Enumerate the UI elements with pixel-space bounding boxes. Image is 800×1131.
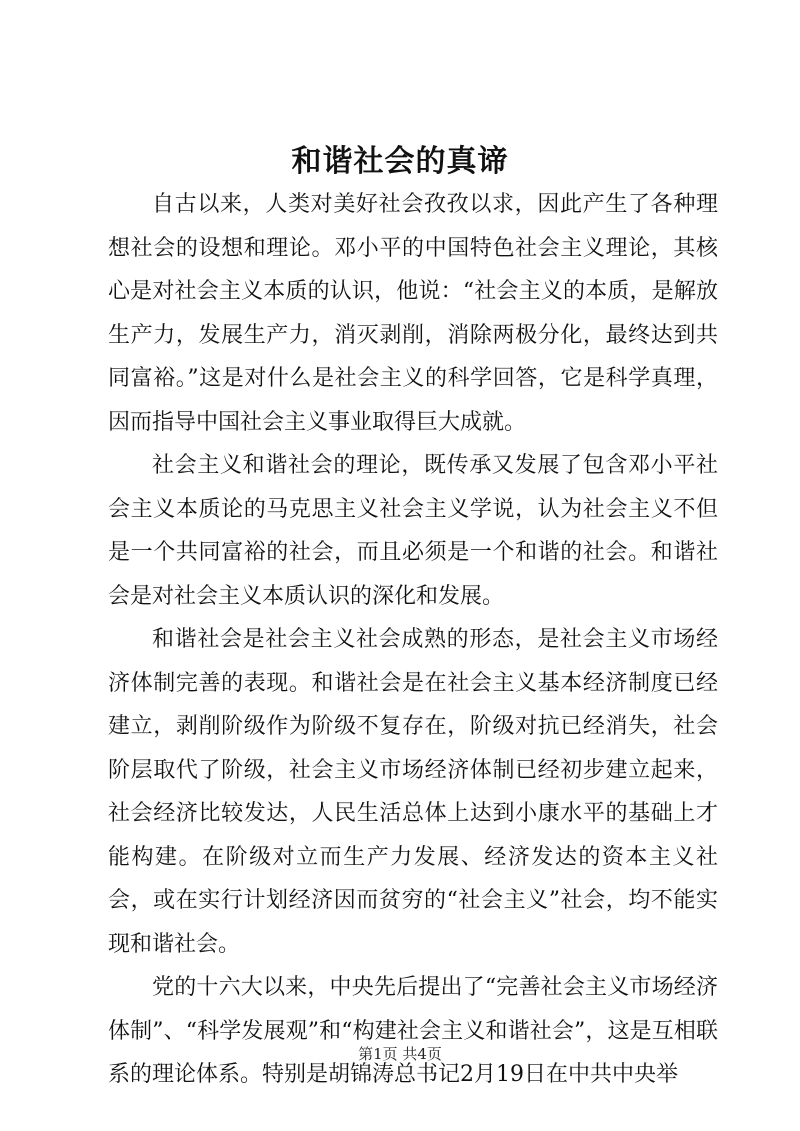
paragraph-1: 自古以来，人类对美好社会孜孜以求，因此产生了各种理想社会的设想和理论。邓小平的中国特色社会主义理论，其核心是对社会主义本质的认识，他说：“社会主义的本质，是解放生产力，发展生产力，消灭剥削，消除两极分化，最终达到共同富裕。”这是对什么是社会主义的科学回答，它是科学真理，因而指导中国社会主义事业取得巨大成就。 [108, 192, 718, 435]
paragraph-2: 社会主义和谐社会的理论，既传承又发展了包含邓小平社会主义本质论的马克思主义社会主义学说，认为社会主义不但是一个共同富裕的社会，而且必须是一个和谐的社会。和谐社会是对社会主义本质认识的深化和发展。 [108, 453, 718, 609]
paragraph-3: 和谐社会是社会主义社会成熟的形态，是社会主义市场经济体制完善的表现。和谐社会是在社会主义基本经济制度已经建立，剥削阶级作为阶级不复存在，阶级对抗已经消失，社会阶层取代了阶级，社会主义市场经济体制已经初步建立起来，社会经济比较发达，人民生活总体上达到小康水平的基础上才能构建。在阶级对立而生产力发展、经济发达的资本主义社会，或在实行计划经济因而贫穷的“社会主义”社会，均不能实现和谐社会。 [108, 627, 718, 957]
page-number-footer: 第1页 共4页 [358, 1045, 442, 1063]
document-title: 和谐社会的真谛 [291, 144, 509, 179]
document-body [108, 183, 718, 1097]
paragraph-4: 党的十六大以来，中央先后提出了“完善社会主义市场经济体制”、“科学发展观”和“构建社会主义和谐社会”，这是互相联系的理论体系。特别是胡锦涛总书记2月19日在中共中央举 [108, 975, 718, 1087]
